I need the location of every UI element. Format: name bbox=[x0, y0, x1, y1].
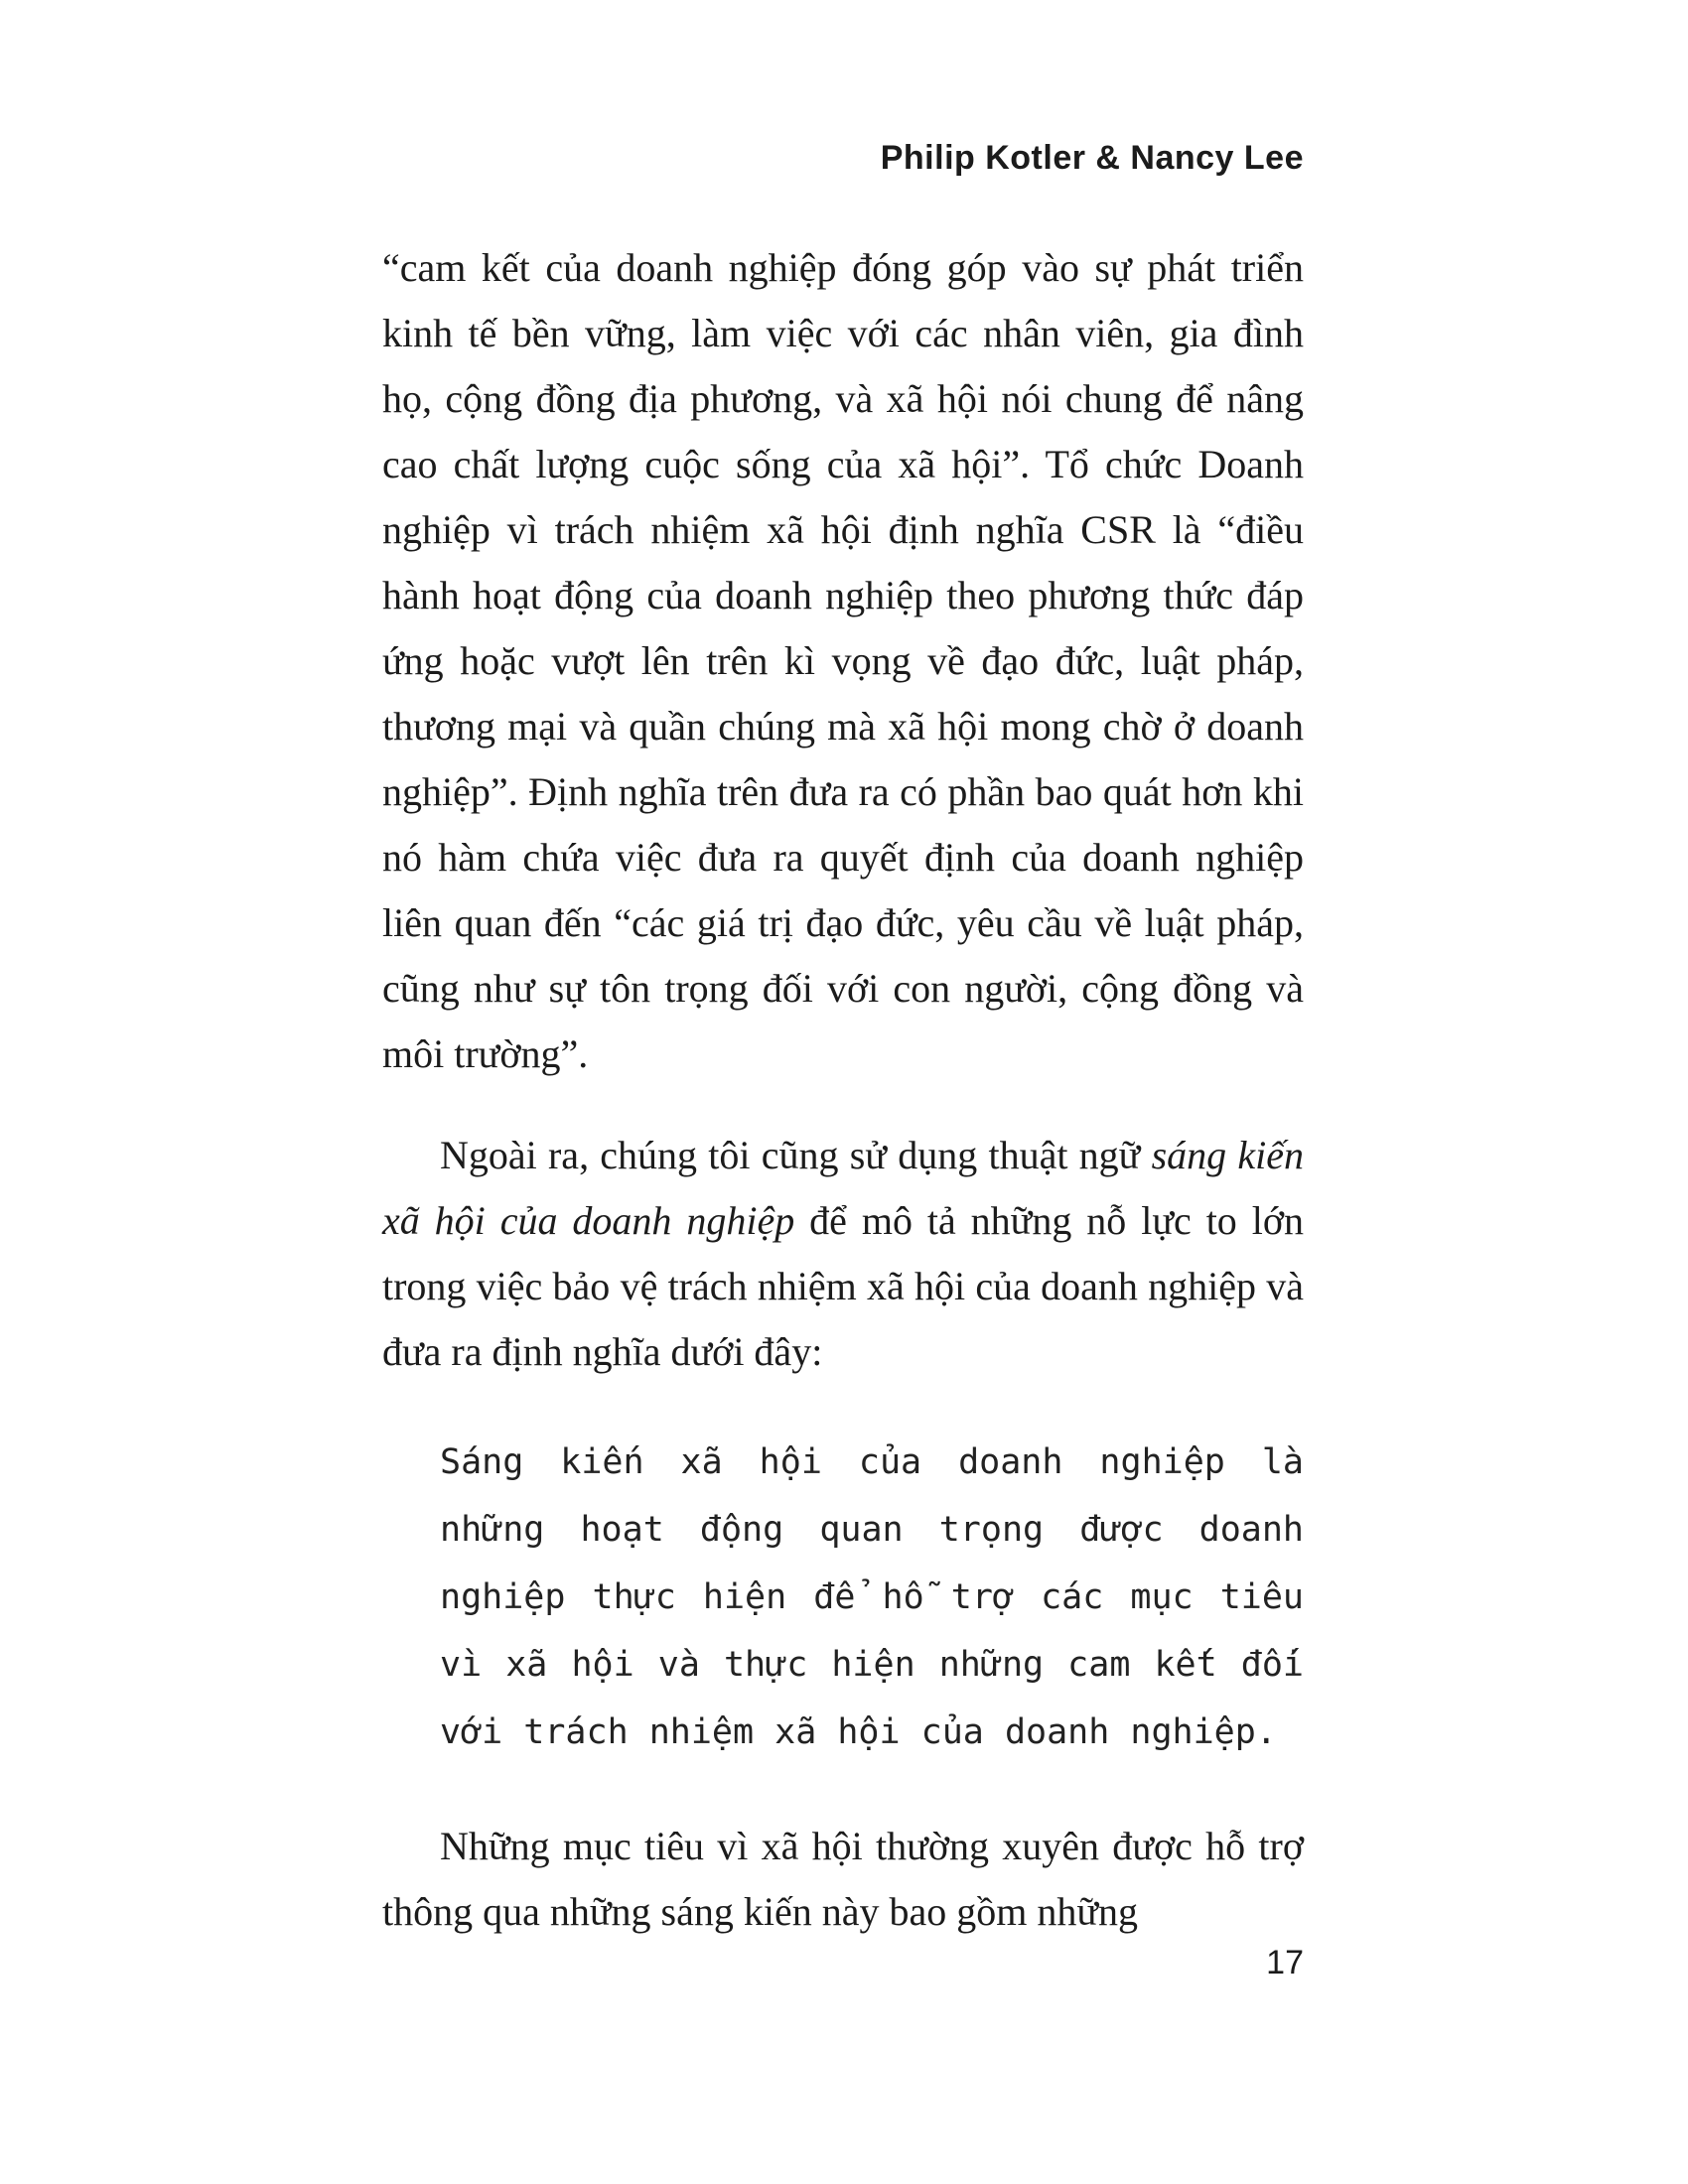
page-header-authors: Philip Kotler & Nancy Lee bbox=[880, 139, 1304, 177]
intro-text-post: để mô tả những nỗ lực to lớn trong việc bảo vệ trách nhiệm xã hội của doanh nghiệp và đưa ra định nghĩa dưới đây: bbox=[382, 1198, 1304, 1374]
paragraph-social-initiative-intro bbox=[382, 1123, 1304, 1385]
page-body bbox=[382, 235, 1304, 1945]
paragraph-social-goals: Những mục tiêu vì xã hội thường xuyên được hỗ trợ thông qua những sáng kiến này bao gồm những bbox=[382, 1824, 1304, 1934]
paragraph-csr-definition: “cam kết của doanh nghiệp đóng góp vào sự phát triển kinh tế bền vững, làm việc với các nhân viên, gia đình họ, cộng đồng địa phương, và xã hội nói chung để nâng cao chất lượng cuộc sống của xã hội”. Tổ chức Doanh nghiệp vì trách nhiệm xã hội định nghĩa CSR là “điều hành hoạt động của doanh nghiệp theo phương thức đáp ứng hoặc vượt lên trên kì vọng về đạo đức, luật pháp, thương mại và quần chúng mà xã hội mong chờ ở doanh nghiệp”. Định nghĩa trên đưa ra có phần bao quát hơn khi nó hàm chứa việc đưa ra quyết định của doanh nghiệp liên quan đến “các giá trị đạo đức, yêu cầu về luật pháp, cũng như sự tôn trọng đối với con người, cộng đồng và môi trường”. bbox=[382, 245, 1304, 1076]
definition-block-quote: Sáng kiến xã hội của doanh nghiệp là những hoạt động quan trọng được doanh nghiệp thực hiện để hỗ trợ các mục tiêu vì xã hội và thực hiện những cam kết đối với trách nhiệm xã hội của doanh nghiệp. bbox=[440, 1442, 1304, 1752]
page-number: 17 bbox=[1266, 1944, 1304, 1981]
book-page bbox=[382, 0, 1304, 2184]
italic-term-social-initiative: sáng kiến xã hội của doanh nghiệp bbox=[382, 1133, 1304, 1243]
intro-text-pre: Ngoài ra, chúng tôi cũng sử dụng thuật ngữ bbox=[440, 1133, 1152, 1177]
